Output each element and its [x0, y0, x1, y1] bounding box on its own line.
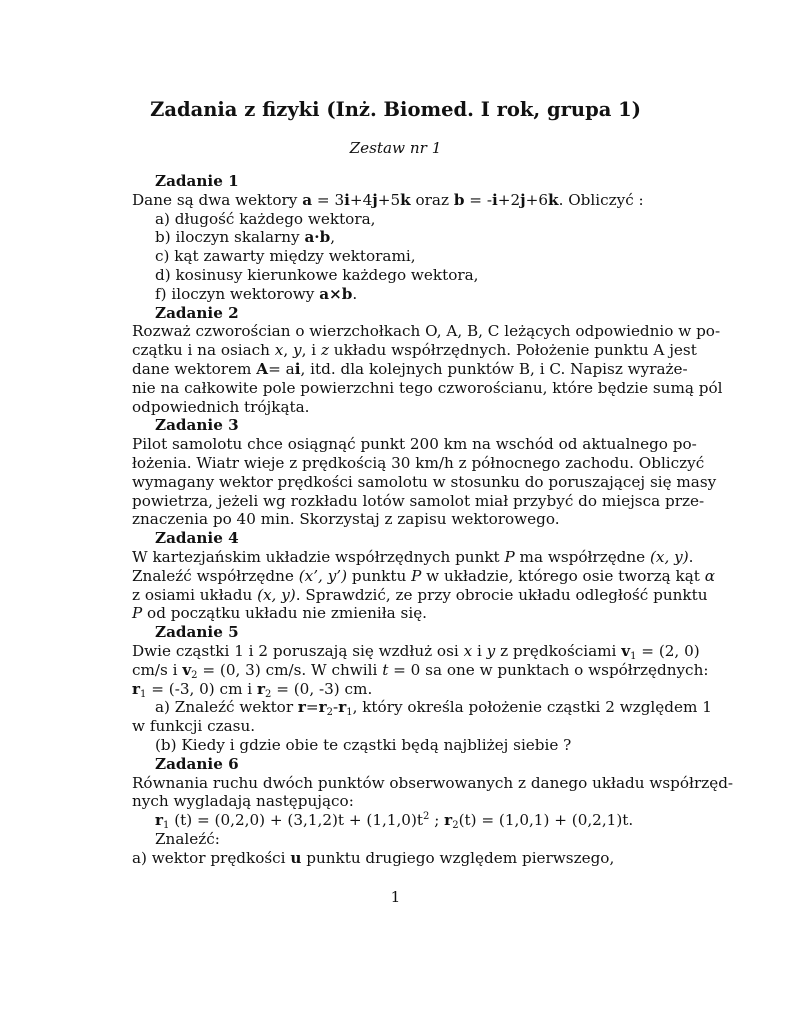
- problem-3-line-3: wymagany wektor prędkości samolotu w stosunku do poruszającej się masy: [132, 472, 717, 491]
- problem-5-line-1: Dwie cząstki 1 i 2 poruszają się wzdłuż osi x i y z prędkościami $v_1 = (2$, 0): [132, 641, 700, 662]
- problem-4-heading: Zadanie 4: [155, 529, 239, 548]
- problem-6-heading: Zadanie 6: [155, 754, 239, 773]
- document-title: Zadania z fizyki (Inż. Biomed. I rok, grupa 1): [150, 98, 641, 121]
- problem-2-line-5: odpowiednich trójkąta.: [132, 397, 310, 416]
- problem-6-line-4: Znaleźć:: [155, 829, 220, 848]
- problem-1-item-a: a) długość każdego wektora,: [155, 209, 376, 228]
- problem-5-line-5: w funkcji czasu.: [132, 717, 256, 736]
- problem-5-line-4: a) Znaleźć wektor $r=r_2-r_1$, który określa położenie cząstki 2 względem 1: [155, 698, 712, 719]
- problem-2-heading: Zadanie 2: [155, 303, 239, 322]
- document-body: [132, 172, 734, 867]
- problem-5-line-2: cm/s i $v_2 = (0$, 3) cm/s. W chwili t = 0 sa one w punktach o współrzędnych:: [132, 660, 709, 681]
- problem-4-line-2: Znaleźć współrzędne (x’, y’) punktu P w układzie, którego osie tworzą kąt α: [132, 566, 716, 585]
- problem-5-line-6: (b) Kiedy i gdzie obie te cząstki będą najbliżej siebie ?: [155, 735, 572, 754]
- problem-2-line-3: dane wektorem A= ai, itd. dla kolejnych punktów B, i C. Napisz wyraże-: [132, 359, 688, 378]
- problem-1-line-1: Dane są dwa wektory a = 3i+4j+5k oraz b = -i+2j+6k. Obliczyć :: [132, 190, 644, 209]
- problem-4-line-1: W kartezjańskim układzie współrzędnych punkt P ma współrzędne (x, y).: [132, 547, 694, 566]
- problem-2-line-4: nie na całkowite pole powierzchni tego czworościanu, które będzie sumą pól: [132, 378, 723, 397]
- problem-6-line-3: $r_1$ $(t) = (0,2,0) + (3,1,2)t + (1,1,0)t^2$ ; $r_2(t) = (1,0,1) + (0,2,1)t$.: [155, 811, 634, 832]
- problem-1-item-d: d) kosinusy kierunkowe każdego wektora,: [155, 265, 479, 284]
- problem-6-line-5: a) wektor prędkości u punktu drugiego względem pierwszego,: [132, 848, 615, 867]
- document-subtitle: Zestaw nr 1: [349, 139, 442, 157]
- page-number: 1: [390, 888, 401, 906]
- problem-1-item-f: f) iloczyn wektorowy a×b.: [155, 284, 358, 303]
- problem-3-heading: Zadanie 3: [155, 416, 239, 435]
- problem-5-line-3: $r_1 = (-3$, 0) cm i $r_2 = (0$, -3) cm.: [132, 679, 373, 700]
- problem-4-line-3: z osiami układu (x, y). Sprawdzić, ze przy obrocie układu odległość punktu: [132, 585, 708, 604]
- problem-3-line-1: Pilot samolotu chce osiągnąć punkt 200 km na wschód od aktualnego po-: [132, 435, 697, 454]
- problem-4-line-4: P od początku układu nie zmieniła się.: [132, 604, 428, 623]
- problem-5-heading: Zadanie 5: [155, 623, 239, 642]
- problem-6-line-2: nych wygladają następująco:: [132, 792, 354, 811]
- problem-3-line-5: znaczenia po 40 min. Skorzystaj z zapisu wektorowego.: [132, 510, 560, 529]
- problem-1-heading: Zadanie 1: [155, 172, 239, 190]
- problem-6-line-1: Równania ruchu dwóch punktów obserwowanych z danego układu współrzęd-: [132, 773, 734, 792]
- problem-2-line-2: czątku i na osiach x, y, i z układu współrzędnych. Położenie punktu A jest: [132, 341, 697, 360]
- problem-3-line-4: powietrza, jeżeli wg rozkładu lotów samolot miał przybyć do miejsca prze-: [132, 491, 705, 510]
- problem-3-line-2: łożenia. Wiatr wieje z prędkością 30 km/h z północnego zachodu. Obliczyć: [132, 453, 705, 472]
- problem-1-item-c: c) kąt zawarty między wektorami,: [155, 247, 416, 266]
- problem-1-item-b: b) iloczyn skalarny a·b,: [155, 228, 336, 247]
- problem-2-line-1: Rozważ czworościan o wierzchołkach O, A, B, C leżących odpowiednio w po-: [132, 322, 721, 341]
